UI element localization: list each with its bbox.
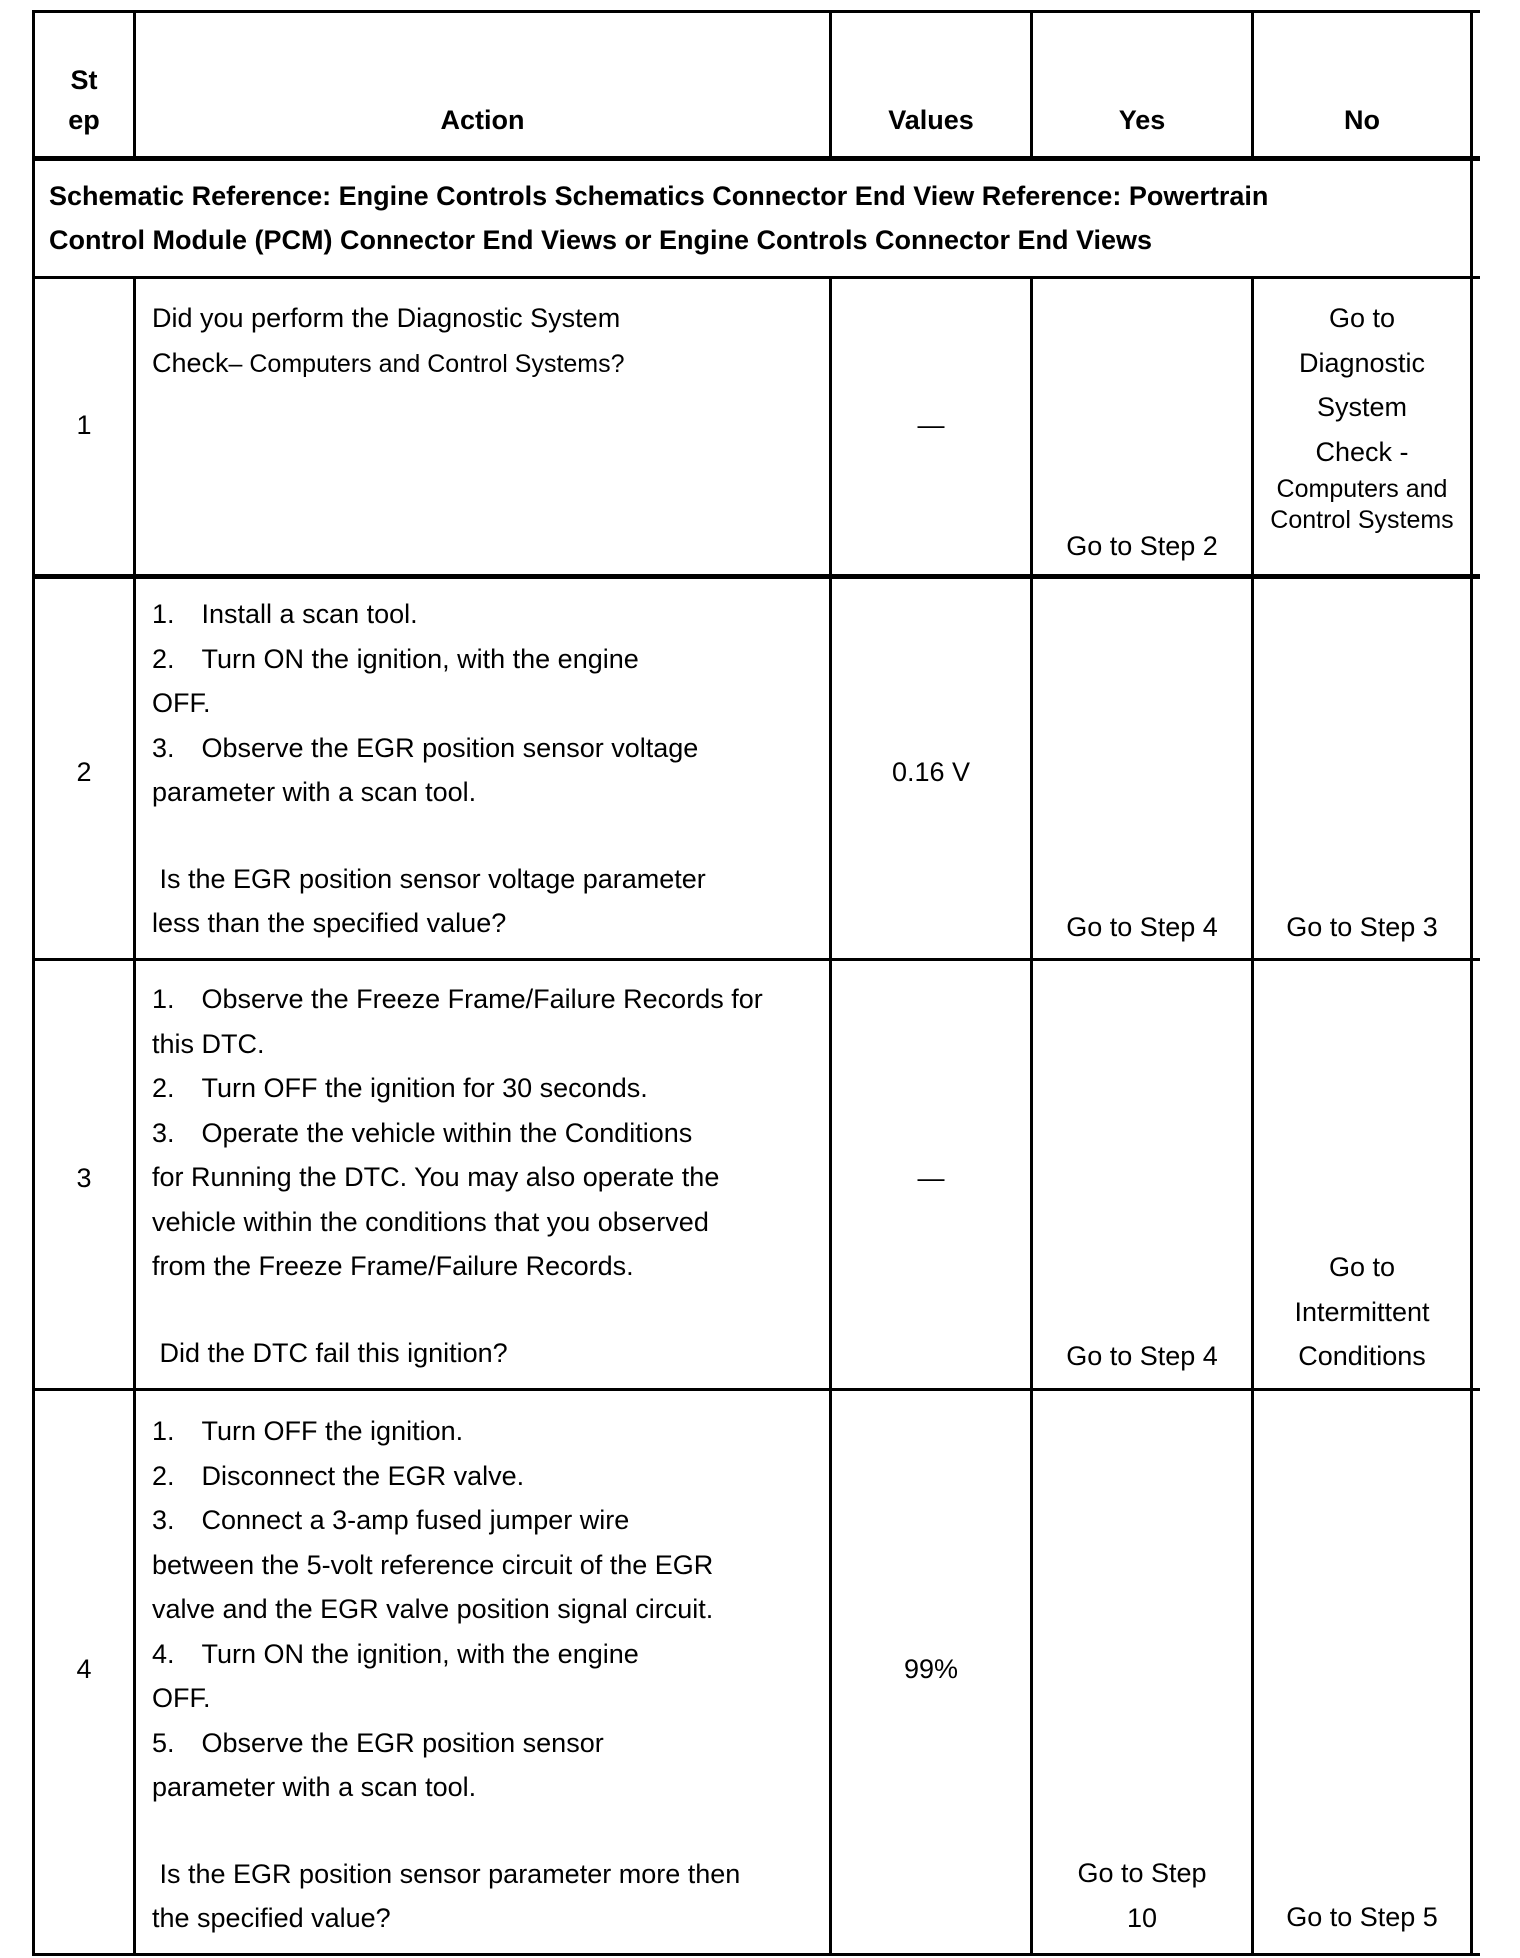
action-check-text: Check [152, 347, 229, 378]
header-values: Values [888, 105, 974, 135]
step-number: 1 [76, 410, 92, 440]
step-action: 1. Observe the Freeze Frame/Failure Records for this DTC. 2. Turn OFF the ignition for 30 seconds. 3. Operate the vehicle within the Conditions for Running the DTC. You may also operate the vehicle within the conditions that you observed from the Freeze Frame/Failure Records. Did the DTC fail this ignition? [152, 984, 763, 1368]
header-action: Action [440, 105, 525, 135]
row-divider [32, 276, 1480, 279]
no-action: Go to Step 3 [1286, 912, 1438, 942]
column-divider [133, 10, 136, 1956]
yes-action: Go to Step 4 [1066, 912, 1218, 942]
step-number: 4 [76, 1654, 92, 1684]
step-value: — [917, 1163, 945, 1193]
table-border-top [32, 10, 1480, 13]
row-divider [32, 958, 1480, 961]
table-border-bottom [32, 1953, 1480, 1956]
step-action: 1. Turn OFF the ignition. 2. Disconnect the EGR valve. 3. Connect a 3-amp fused jumper wire between the 5-volt reference circuit of the EGR valve and the EGR valve position signal circuit. 4. Turn ON the ignition, with the engine OFF. 5. Observe the EGR position sensor parameter with a scan tool. Is the EGR position sensor parameter more then the specified value? [152, 1416, 741, 1933]
action-check-tail: – Computers and Control Systems? [228, 349, 625, 378]
column-divider [1030, 10, 1033, 1956]
step-value: 0.16 V [891, 757, 971, 787]
schematic-reference: Schematic Reference: Engine Controls Schematics Connector End View Reference: Powertrain Control Module (PCM) Connector End Views or Engine Controls Connector End Views [49, 181, 1269, 255]
header-yes: Yes [1118, 105, 1166, 135]
step-value: 99% [903, 1654, 959, 1684]
step-number: 2 [76, 757, 92, 787]
header-step: St ep [68, 65, 100, 135]
step-value: — [917, 410, 945, 440]
diagnostic-table [32, 10, 1480, 1956]
yes-action: Go to Step 4 [1066, 1341, 1218, 1371]
no-action: Go to Step 5 [1286, 1902, 1438, 1932]
row-divider [32, 574, 1480, 579]
header-no: No [1344, 105, 1380, 135]
yes-action: Go to Step 10 [1077, 1858, 1207, 1933]
step-number: 3 [76, 1163, 92, 1193]
no-action: Go to Intermittent Conditions [1294, 1252, 1430, 1371]
step-action: 1. Install a scan tool. 2. Turn ON the ignition, with the engine OFF. 3. Observe the EGR position sensor voltage parameter with a scan tool. Is the EGR position sensor voltage parameter less than the specified value? [152, 599, 706, 938]
row-divider [32, 1388, 1480, 1391]
table-border-right [1470, 10, 1473, 1956]
step-action: Did you perform the Diagnostic System Check– Computers and Control Systems? [152, 303, 625, 378]
yes-action: Go to Step 2 [1066, 531, 1218, 561]
no-action: Go to Diagnostic System Check - Computers and Control Systems [1270, 303, 1454, 534]
